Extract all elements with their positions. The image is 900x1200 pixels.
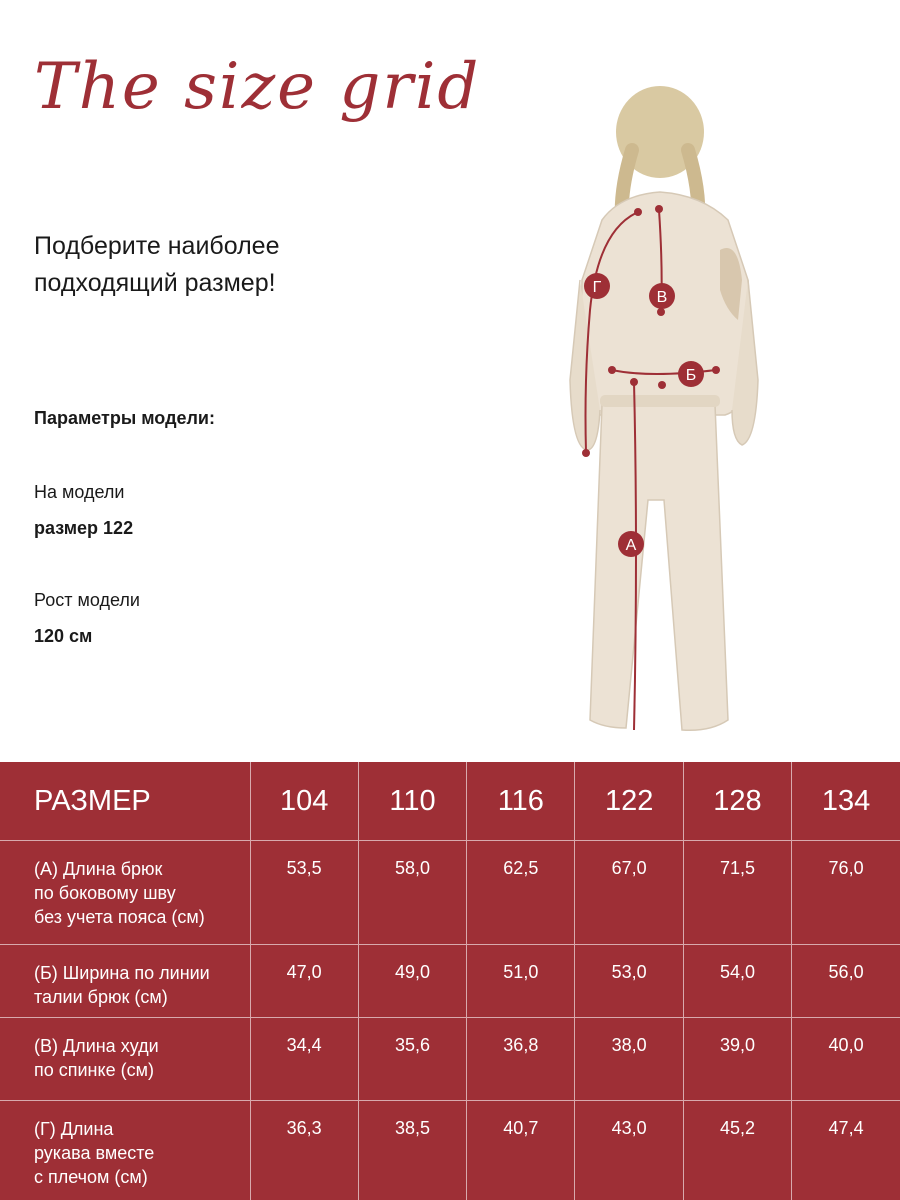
row-label-line: (Б) Ширина по линии: [34, 963, 210, 983]
size-header: 116: [467, 762, 575, 841]
table-cell: 62,5: [467, 841, 575, 945]
table-cell: 45,2: [683, 1101, 791, 1200]
table-cell: 43,0: [575, 1101, 683, 1200]
marker-dot: [657, 308, 665, 316]
size-header: 134: [792, 762, 900, 841]
table-cell: 47,0: [250, 945, 358, 1018]
table-row: [0, 945, 900, 1018]
page-title: The size grid: [34, 50, 481, 124]
table-cell: 53,5: [250, 841, 358, 945]
table-row: [0, 841, 900, 945]
marker-b: [678, 361, 704, 387]
table-cell: 36,3: [250, 1101, 358, 1200]
row-label-line: рукава вместе: [34, 1143, 155, 1163]
row-label-line: по боковому шву: [34, 883, 176, 903]
table-cell: 36,8: [467, 1018, 575, 1101]
table-cell: 40,0: [792, 1018, 900, 1101]
size-header: 122: [575, 762, 683, 841]
table-cell: 47,4: [792, 1101, 900, 1200]
row-label-line: без учета пояса (см): [34, 907, 205, 927]
model-height-label: Рост модели: [34, 590, 140, 610]
waistband: [600, 395, 720, 407]
table-cell: 40,7: [467, 1101, 575, 1200]
pants: [590, 405, 728, 730]
table-row: [0, 1018, 900, 1101]
marker-g: [584, 273, 610, 299]
marker-a: [618, 531, 644, 557]
marker-v: [649, 283, 675, 309]
size-header: 128: [683, 762, 791, 841]
row-label: [0, 945, 250, 1018]
table-cell: 67,0: [575, 841, 683, 945]
table-header-label: РАЗМЕР: [0, 762, 250, 841]
table-cell: 38,5: [358, 1101, 466, 1200]
row-label-line: по спинке (см): [34, 1060, 154, 1080]
marker-dot: [712, 366, 720, 374]
size-header: 110: [358, 762, 466, 841]
table-cell: 76,0: [792, 841, 900, 945]
row-label-line: с плечом (см): [34, 1167, 148, 1187]
model-figure: [560, 80, 800, 750]
table-header-row: [0, 762, 900, 841]
marker-v-label: В: [656, 289, 668, 306]
size-table: [0, 762, 900, 1200]
row-label-line: талии брюк (см): [34, 987, 168, 1007]
table-cell: 51,0: [467, 945, 575, 1018]
marker-a-label: А: [625, 537, 637, 554]
model-size-label: На модели: [34, 482, 125, 502]
table-row: [0, 1101, 900, 1200]
row-label-line: (Г) Длина: [34, 1119, 114, 1139]
model-height-value: 120 см: [34, 626, 93, 646]
marker-b-label: Б: [685, 367, 697, 384]
table-cell: 71,5: [683, 841, 791, 945]
table-cell: 39,0: [683, 1018, 791, 1101]
row-label-line: (В) Длина худи: [34, 1036, 159, 1056]
table-cell: 53,0: [575, 945, 683, 1018]
marker-dot: [634, 208, 642, 216]
marker-dot: [582, 449, 590, 457]
marker-g-label: Г: [592, 279, 602, 296]
marker-dot: [655, 205, 663, 213]
table-cell: 34,4: [250, 1018, 358, 1101]
model-size-value: размер 122: [34, 518, 134, 538]
marker-dot: [658, 381, 666, 389]
row-label: [0, 1101, 250, 1200]
subtitle: Подберите наиболее подходящий размер!: [34, 232, 280, 297]
row-label: [0, 1018, 250, 1101]
row-label-line: (А) Длина брюк: [34, 859, 163, 879]
table-cell: 56,0: [792, 945, 900, 1018]
marker-dot: [630, 378, 638, 386]
table-cell: 38,0: [575, 1018, 683, 1101]
table-cell: 49,0: [358, 945, 466, 1018]
table-cell: 35,6: [358, 1018, 466, 1101]
size-header: 104: [250, 762, 358, 841]
row-label: [0, 841, 250, 945]
marker-dot: [608, 366, 616, 374]
table-cell: 54,0: [683, 945, 791, 1018]
params-heading: Параметры модели:: [34, 408, 215, 428]
table-cell: 58,0: [358, 841, 466, 945]
